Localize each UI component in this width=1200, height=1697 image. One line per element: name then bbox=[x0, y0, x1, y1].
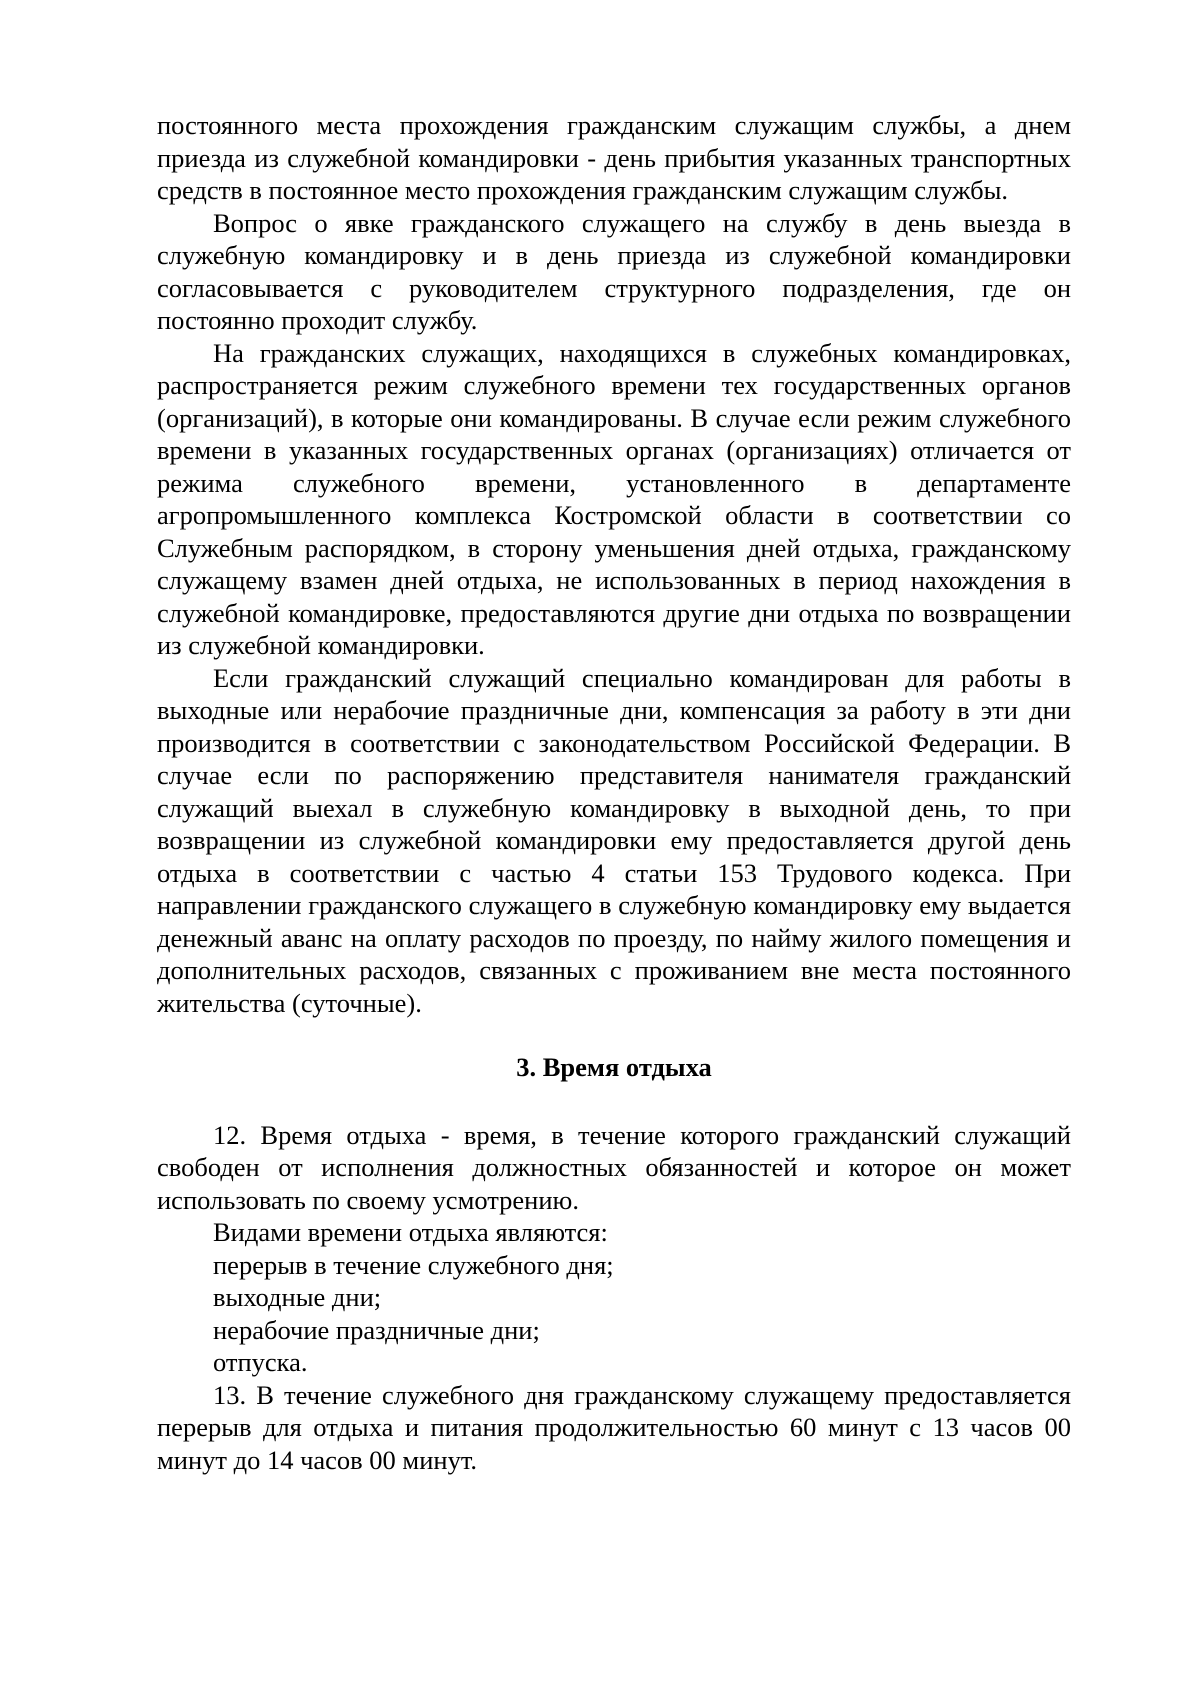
rest-type-item: перерыв в течение служебного дня; bbox=[213, 1249, 614, 1280]
rest-type-item: выходные дни; bbox=[213, 1282, 382, 1312]
paragraph-attendance-question: Вопрос о явке гражданского служащего на службу в день выезда в служебную командировку и в день приезда из служебной командировки согласовывается с руководителем структурного подразделения, где он постоянно проходит службу. bbox=[157, 207, 1071, 335]
paragraph-departure-arrival: постоянного места прохождения гражданским служащим службы, а днем приезда из служебной командировки - день прибытия указанных транспортных средств в постоянное место прохождения гражданским служащим службы. bbox=[157, 110, 1071, 205]
paragraph-12: 12. Время отдыха - время, в течение которого гражданский служащий свободен от исполнения должностных обязанностей и которое он может использовать по своему усмотрению. bbox=[157, 1119, 1071, 1215]
paragraph-weekend-assignment: Если гражданский служащий специально командирован для работы в выходные или нерабочие праздничные дни, компенсация за работу в эти дни производится в соответствии с законодательством Российской Федерации. В случае если по распоряжению представителя нанимателя гражданский служащий выехал в служебную командировку в выходной день, то при возвращении из служебной командировки ему предоставляется другой день отдыха в соответствии с частью 4 статьи 153 Трудового кодекса. При направлении гражданского служащего в служебную командировку ему выдается денежный аванс на оплату расходов по проезду, по найму жилого помещения и дополнительных расходов, связанных с проживанием вне места постоянного жительства (суточные). bbox=[157, 662, 1071, 1018]
rest-type-item: нерабочие праздничные дни; bbox=[213, 1314, 540, 1345]
document-page bbox=[157, 109, 1071, 1476]
rest-type-item: отпуска. bbox=[213, 1347, 308, 1377]
section-heading: 3. Время отдыха bbox=[516, 1052, 712, 1082]
paragraph-13: 13. В течение служебного дня гражданскому служащему предоставляется перерыв для отдыха и питания продолжительностью 60 минут с 13 часов 00 минут до 14 часов 00 минут. bbox=[157, 1379, 1071, 1475]
rest-types-intro: Видами времени отдыха являются: bbox=[213, 1217, 608, 1247]
paragraph-service-time-regime: На гражданских служащих, находящихся в служебных командировках, распространяется режим служебного времени тех государственных органов (организаций), в которые они командированы. В случае если режим служебного времени в указанных государственных органах (организациях) отличается от режима служебного времени, установленного в департаменте агропромышленного комплекса Костромской области в соответствии со Служебным распорядком, в сторону уменьшения дней отдыха, гражданскому служащему взамен дней отдыха, не использованных в период нахождения в служебной командировке, предоставляются другие дни отдыха по возвращении из служебной командировки. bbox=[157, 337, 1071, 660]
